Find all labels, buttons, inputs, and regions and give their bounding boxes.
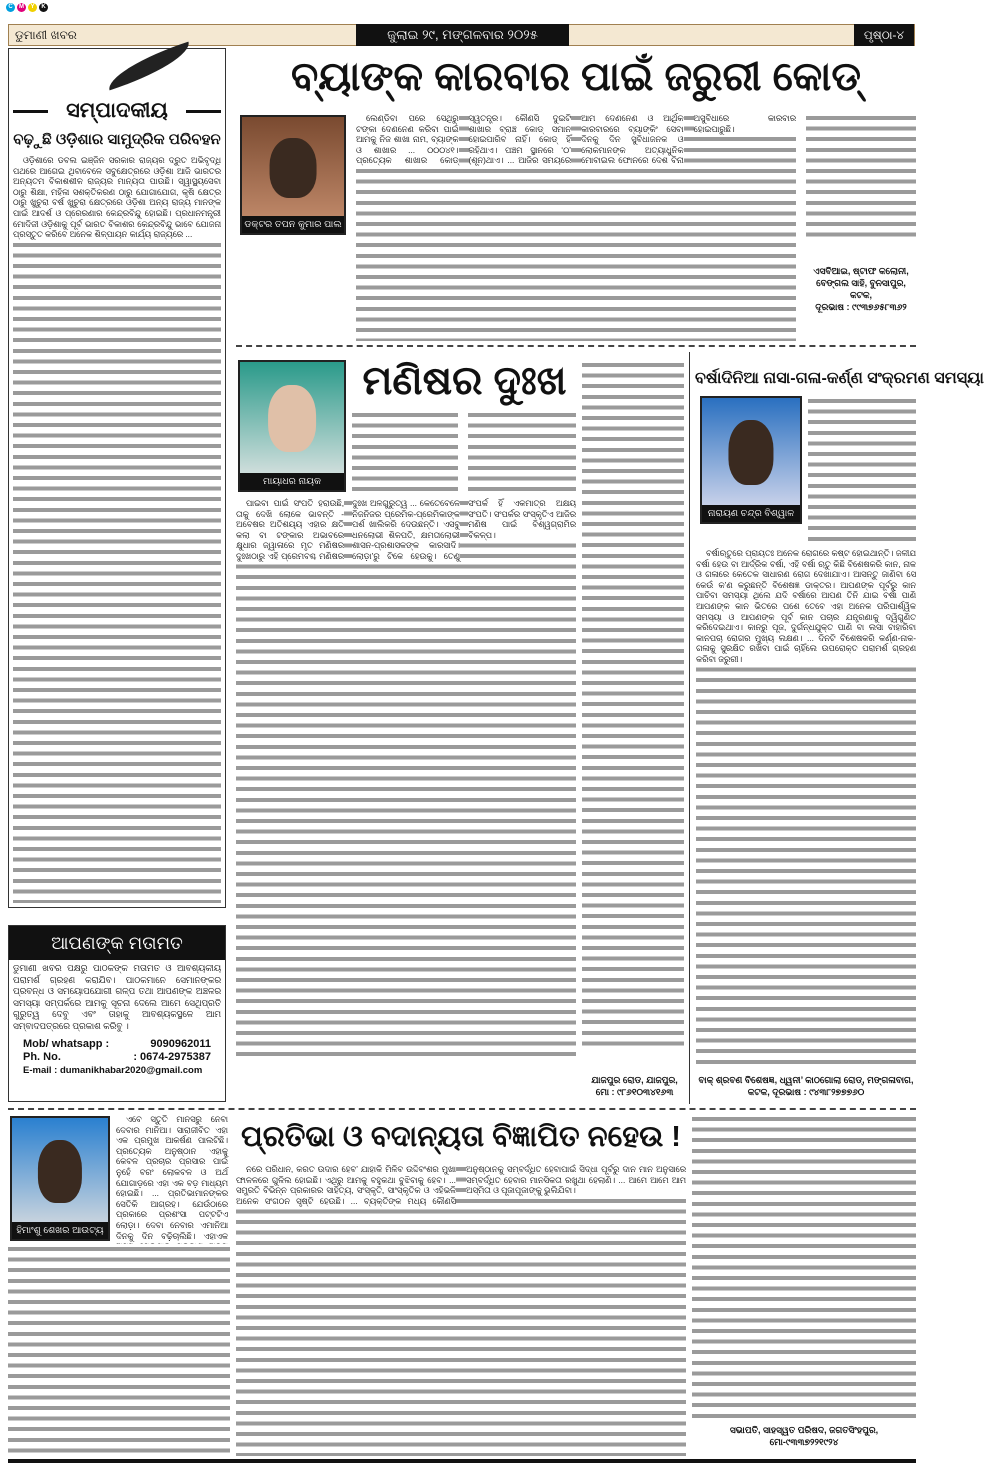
article4-body: ନରେ ପରିଧାନ, କରତ ଉଦାର ହେବ’ ଯାହାକି ମିଳିବ ଉଦ୍ଦିବଂଶର ମୁଖା ଫାଳଳରେ ଗୁଳିଲ ହୋଇଛି। ଏଥିରୁ ଆମକୁ ବହୁକଥା ବୁଝିବାକୁ ହେବ। ... ସମ୍ପ୍ରତି ବିଭିନ୍ନ ପ୍ରକାରର ସାହିତ୍ୟ, ସଂସ୍କୃତି, ସାଂସ୍କୃତିକ ଓ ଏହିଭଳି ଅନେକ ସଂଗଠନ ସୃଷ୍ଟି ହେଉଛି। ... ବ୍ୟକ୍ତିଙ୍କ ମଧ୍ୟ କୌଣସି ଅନୁଷ୍ଠାନକୁ ସମ୍ବର୍ଦ୍ଧିତ ହେବାପାଇଁ ସିଦ୍ଧା ପୂର୍ବରୁ ଦାନ ମାନ ଅନୁସାରେ ସମ୍ବର୍ଦ୍ଧିତ ହେବାର ମାନସିକତା ରଖୁଥା ହେଲାଣି। ... ଆମେ ଆମେ ଆମ ଅସ୍ମିତା ଓ ପୂଜାପୂଜାଙ୍କୁ ଭୁଲିଯିବା। [236, 1164, 686, 1206]
editorial-box [8, 48, 226, 908]
article4-intro: ଏବେ ସ୍ତୁତି ମାନସରୁ ନେବା ଦେବାର ମାନିଆ। ସାରାଜୀବିତ ଏହା ଏକ ପ୍ରମୁଖ ଆକର୍ଷଣ ପାଲଟିଛି। ପ୍ରତ୍ୟେକ ଅନୁଷ୍ଠାନ ଏହାକୁ କେବଳ ପ୍ରଚାର ପ୍ରସାର ପାଇଁ ନୁହେଁ ବରଂ ଲୋକବଳ ଓ ଅର୍ଥ ଯୋଗାଡ଼ରେ ଏହା ଏକ ବଡ଼ ମାଧ୍ୟମ ହୋଇଛି। ... ପ୍ରତିଭାମାନଙ୍କର ସେତିକି ଆଗ୍ରହ। ଯେଉଁଠାରେ ପ୍ରକାରେ ପ୍ରଶଂସା ପଟ୍ଟଟିଏ ଲୋଡ଼ା। ଦେବା ନେବାର ଏମାନିଆ ଦିନକୁ ଦିନ ବଢ଼ିଚାଲିଛି। ଏହାଏକ [116, 1114, 228, 1315]
yellow-mark: Y [28, 3, 37, 12]
masthead [8, 24, 915, 46]
editorial-headline: ବଢ଼ୁଛି ଓଡ଼ିଶାର ସାମୁଦ୍ରିକ ପରିବହନ [13, 131, 221, 148]
page-number: ପୃଷ୍ଠା-୪ [854, 24, 914, 46]
opinion-box [8, 925, 226, 1102]
magenta-mark: M [19, 4, 24, 10]
editorial-body: ଓଡ଼ିଶାରେ ଡବଲ ଇଞ୍ଜିନ ସରକାର ରାଜ୍ୟର ଦ୍ରୁତ ଅଭିବୃଦ୍ଧି ପଥରେ ଆଗେଇ ଥିବାବେଳେ ସବୁକ୍ଷେତ୍ରରେ ଓଡ଼ିଶା ଆଜି ଭାରତର ଅନ୍ୟତମ ବିକାଶଶୀଳ ରାଜ୍ୟର ମାନ୍ୟତା ପାଉଛି। ସ୍ୱାସ୍ଥ୍ୟସେବା ଠାରୁ ଶିକ୍ଷା, ମହିଳା ସଶକ୍ତିକରଣ ଠାରୁ ଯୋଗାଯୋଗ, କୃଷି କ୍ଷେତ୍ର ଠାରୁ ଖୁଚୁରା ବର୍ଷ ଖୁଚୁରା କ୍ଷେତ୍ରରେ ଓଡ଼ିଶା ଅନ୍ୟ ରାଜ୍ୟ ମାନଙ୍କ ପାଇଁ ଆଦର୍ଶ ଓ ପ୍ରେରଣାର କେନ୍ଦ୍ରବିନ୍ଦୁ ହୋଇଛି। ପ୍ରଧାନମନ୍ତ୍ରୀ ମୋଦିଜୀ ଓଡ଼ିଶାକୁ ପୂର୍ବ ଭାରତ ବିକାଶର କେନ୍ଦ୍ରବିନ୍ଦୁ ଭାବେ ଯୋଜନା ପ୍ରସ୍ତୁତ କରିବେ ଅନେକ ଶିଳ୍ପାୟନ କାର୍ଯ୍ୟ ରାଜ୍ୟରେ ... [13, 155, 221, 240]
cyan-mark: C [6, 3, 15, 12]
article1-author: ଡକ୍ଟର ତପନ କୁମାର ପାଲ [242, 216, 344, 233]
article2-headline: ମଣିଷର ଦୁଃଖ [362, 359, 567, 403]
mobile-label: Mob/ whatsapp : [23, 1038, 110, 1050]
article1-body: ଲେଣ୍ଡିବା ପରେ ସେଥିରୁ ଟଙ୍କା ଦେଣନେଣ କରିବା ପାଇଁ ଆମକୁ ନିଜ ଶାଖା ନାମ, ବ୍ୟାଙ୍କ ଓ ଶାଖାର ... ୦୦୦୪୧। ପ୍ରତ୍ୟେକ ଶାଖାର କୋଡ୍ ସ୍ୱତନ୍ତ୍ର। କୌଣସି ଦୁଇଟି ଶାଖାର ବ୍ରାଞ୍ଚ କୋଡ୍ ସମାନ ହୋଇପାରିବ ନାହିଁ। କୋଡ୍ ହିଁ ରହିଥାଏ। ପଞ୍ଚମ ସ୍ଥାନରେ ‘୦’ (ଶୂନ)ଥାଏ। ... ଆଜିର ସମୟରେ ଆମ ଦେଣନେଣ ଓ ଆର୍ଥିକ କାରବାରରେ ବ୍ୟାଙ୍କିଂ ସେବା ଦିନକୁ ଦିନ ସୁବିଧାଜନକ ଓ ଲୋକମାନଙ୍କ ଅତ୍ୟାଧୁନିକ ମୋବାଇଲ ଫୋନରେ ଦେଶ ବିନା ଅସୁବିଧାରେ କାରବାର ହୋଇପାରୁଛି। [356, 113, 796, 166]
mobile-number[interactable]: 9090962011 [150, 1038, 211, 1050]
article2-author: ମାୟାଧର ନାୟକ [240, 473, 344, 490]
article2-address: ଯାଜପୁର ରୋଡ, ଯାଜପୁର, [591, 1075, 678, 1085]
article2-author-photo [238, 360, 346, 492]
quill-pen-icon [103, 42, 195, 91]
opinion-title: ଆପଣଙ୍କ ମତାମତ [9, 926, 225, 960]
article2-phone: ମୋ : ୯୮୬୧୦୩୪୧୬୩ [595, 1087, 674, 1097]
article3-author-photo [700, 396, 802, 524]
editorial-label: ସମ୍ପାଦକୀୟ [66, 99, 168, 122]
issue-date: ଜୁଲାଇ ୨୯, ମଙ୍ଗଳବାର ୨୦୨୫ [356, 24, 569, 46]
column-divider [689, 352, 690, 1104]
bottom-rule [8, 1459, 916, 1463]
article3-address: ବାକ୍ ଶ୍ରବଣ ବିଶେଷଜ୍ଞ, ଧ୍ୱନୀ’ କାଠଗୋଲା ରୋଡ୍, ମଙ୍ଗଳାବାଗ, [698, 1075, 914, 1085]
print-registration-marks [6, 3, 48, 12]
article3-body: ବର୍ଷାଋତୁରେ ପ୍ରାୟତଃ ଅନେକ ରୋଗରେ କଷ୍ଟ ହୋଇଥାନ୍ତି। ଜଳୀଯ ବର୍ଷା ହେଉ ବା ଆର୍ଦ୍ରିକ ବର୍ଷା, ଏହି ବର୍ଷା ଋତୁ କିଛି ବିଶେଷକରି କାନ, ନାକ ଓ ଗଳାରେ କେତେକ ସାଧାରଣ ରୋଗ ଦେଖାଯାଏ। ଆସନ୍ତୁ ଜାଣିବା ସେ କେଉଁ କ’ଣ କରୁଛନ୍ତି ବିଶେଷଜ୍ଞ ଡାକ୍ତର। ଆପଣଙ୍କ ପୂର୍ବରୁ କାନ ପାଚିବା ସମସ୍ୟା ଥିଲେ ଯଦି ବର୍ଷାରେ ଆପଣ ତିନି ଯାଇ ବର୍ଷା ପାଣି ଆପଣଙ୍କ କାନ ଭିତରେ ପଶେ ତେବେ ଏହା ଅନେକ ପରିପାର୍ଶ୍ୱିକ ସମସ୍ୟା ଓ ଆପଣଙ୍କ ପୂର୍ବ କାନ ପଚାର ଯନ୍ତ୍ରଣାକୁ ଦ୍ୱିଗୁଣିତ କରିଦେଇଥାଏ। କାନରୁ ପୂଜ, ଦୁର୍ଗନ୍ଧଯୁକ୍ତ ପାଣି ବା ଲସା ବାହାରିବା କାନପଚା ରୋଗର ମୁଖ୍ୟ ଲକ୍ଷଣ। ... ଦିନଟି ବିଶେଷକରି କର୍ଣ୍ଣ-ନାକ-ଗଳାକୁ ସୁରକ୍ଷିତ ରଖିବା ପାଇଁ ଚାହିଁଲେ ଉପରୋକ୍ତ ପରାମର୍ଶ ଗ୍ରହଣ କରିବା ଜରୁରୀ। [696, 548, 916, 664]
article3-headline: ବର୍ଷାଦିନିଆ ନାସା-ଗଳା-କର୍ଣ୍ଣ ସଂକ୍ରମଣ ସମସ୍ୟା [695, 370, 984, 387]
article3-author: ନାରାୟଣ ଚନ୍ଦ୍ର ବିଶ୍ୱାଳ [702, 505, 800, 522]
phone-number[interactable]: : 0674-2975387 [133, 1051, 211, 1063]
black-mark: K [39, 3, 48, 12]
article1-author-photo [240, 115, 346, 235]
article1-headline: ବ୍ୟାଙ୍କ କାରବାର ପାଇଁ ଜରୁରୀ କୋଡ୍ [291, 55, 861, 99]
paper-name: ଡୁମାଣୀ ଖବର [15, 28, 77, 42]
phone-label: Ph. No. [23, 1051, 61, 1063]
article4-author-photo [10, 1116, 110, 1241]
article1-phone: ଦୂରଭାଷ : ୯୯୩୭୬୫୮୩୬୨ [815, 302, 907, 312]
article4-address: ସଭାପତି, ସାହସ୍ୱତ ପରିଷଦ, ଜଗତସିଂହପୁର, [729, 1425, 879, 1435]
article3-phone: କଟକ, ଦୂରଭାଷ : ୯୪୩୮୨୭୭୭୬୦ [747, 1087, 865, 1097]
divider [236, 345, 916, 347]
article1-address: ଏସବିଆଇ, ଷ୍ଟାଫ କଲୋନୀ, ବେଙ୍ଗଲ ସାହି, ବୁନସାପୁର, କଟକ, [813, 266, 909, 300]
article4-author: ହିମାଂଶୁ ଶେଖର ଆଉଟ୍ୟ [12, 1222, 108, 1239]
email-address[interactable]: E-mail : dumanikhabar2020@gmail.com [23, 1065, 203, 1076]
opinion-body: ଡୁମାଣୀ ଖବର ପକ୍ଷରୁ ପାଠକଙ୍କ ମତାମତ ଓ ଆବଶ୍ୟକୀୟ ପରାମର୍ଶ ଗ୍ରହଣ କରାଯିବ। ପାଠକମାନେ ସେମାନଙ୍କର ପ୍ରବନ୍ଧ ଓ ସମୟୋପଯୋଗୀ ଗଳ୍ପ ତଥା ଆପଣଙ୍କ ଅଞ୍ଚଳର ସମସ୍ୟା ସମ୍ପର୍କରେ ଆମକୁ ସୂଚନା ଦେଲେ ଆମେ ସେଥିପ୍ରତି ଗୁରୁତ୍ୱ ଦେବୁ ଏବଂ ତାହାକୁ ଆବଶ୍ୟକସ୍ଥଳେ ଆମ ସମ୍ବାଦପତ୍ରରେ ପ୍ରକାଶ କରିବୁ । [13, 963, 221, 1031]
article2-body: ପାଇବା ପାଇଁ ସଂପତି ହରାଉଛି, ତାକୁ ଦେଖି ଲୋକେ ଭାବନ୍ତି - ଅବେଷର ଅତିଶୟ୍ୟ ଏହାର କ୍ଷତି କଲା ବା ଟଙ୍କାର ଅଭାବରେ କ୍ଷୁଧାର ଜ୍ୱାଳାରେ ମୃତ ମଣିଷର ଦୁଃଖଠାରୁ ଏହି ପ୍ରେମବଶ୍ଚ ମଣିଷର ଦୁଃଖ ଅଳଗୁରୁତ୍ୱ ... କେତେବେଳେ ନିଜନିଜର ପ୍ରେମିକ-ପ୍ରେମିକାଙ୍କ ପର୍ଶ ଖାଲିକରି ଦେଉଛନ୍ତି। ଏସବୁ ଧନଲୋଭୀ ଶିଳପତି, କ୍ଷମତାଲୋଭୀ ଶାସନ-ପ୍ରଶାସକଙ୍କ କାରସାଦି। ଲୋଡ଼ା’ରୁ ଟିକେ ହେଉକୁ। ତେଣୁ ସଂପର୍କ ହିଁ ଏକମାତ୍ର ଅକ୍ଷୟ ସଂପତି। ସଂପର୍କର ସଂସ୍କୃତିଏ ଆଜିର ମଣିଷ ପାଇଁ ବିଶ୍ୱଗ୍ରାମିର ବିକଳ୍ପ। [236, 498, 576, 561]
divider [8, 1108, 916, 1110]
article4-headline: ପ୍ରତିଭା ଓ ବଦାନ୍ୟତା ବିଜ୍ଞାପିତ ନହେଉ ! [241, 1121, 681, 1153]
article4-phone: ମୋ-୯୩୩୭୨୨୧୯୨୪ [769, 1437, 839, 1447]
